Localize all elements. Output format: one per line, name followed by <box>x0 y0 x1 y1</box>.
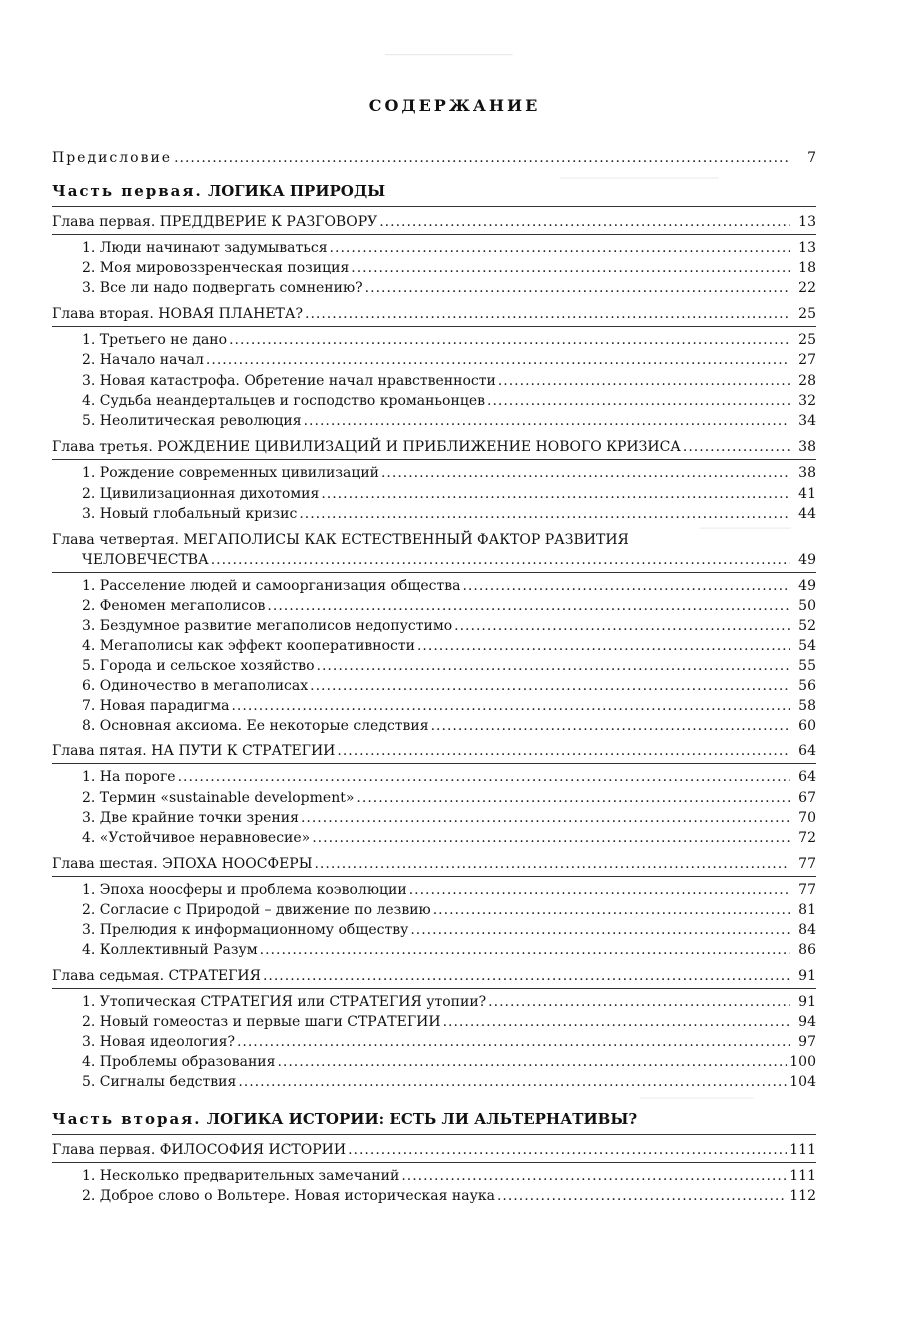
part-heading <box>52 180 385 202</box>
leader-dots <box>305 304 790 324</box>
toc-entry-label: 2. Начало начал <box>82 352 204 368</box>
leader-dots <box>229 330 790 350</box>
leader-dots <box>351 258 790 278</box>
toc-entry-label: 2. Согласие с Природой – движение по лезвию <box>82 902 431 918</box>
leader-dots <box>231 696 790 716</box>
leader-dots <box>683 437 790 457</box>
leader-dots <box>488 992 790 1012</box>
leader-dots <box>454 616 790 636</box>
toc-page-number: 25 <box>798 332 816 348</box>
toc-entry-label: Глава четвертая. МЕГАПОЛИСЫ КАК ЕСТЕСТВЕННЫЙ ФАКТОР РАЗВИТИЯ <box>52 532 629 548</box>
leader-dots <box>409 880 790 900</box>
toc-section[interactable] <box>82 463 816 483</box>
toc-page-number: 28 <box>798 373 816 389</box>
part-prefix: Часть вторая. <box>52 1110 202 1128</box>
reverse-page-bleed: ────────── ────────────── ──────── ────────── <box>385 44 791 1107</box>
toc-section[interactable] <box>82 1166 816 1186</box>
toc-section[interactable] <box>82 238 816 258</box>
leader-dots <box>433 900 790 920</box>
toc-page-number: 77 <box>798 882 816 898</box>
toc-section[interactable] <box>82 900 816 920</box>
leader-dots <box>238 1072 787 1092</box>
leader-dots <box>487 391 790 411</box>
toc-page-number: 77 <box>798 856 816 872</box>
toc-page-number: 41 <box>798 486 816 502</box>
leader-dots <box>263 966 790 986</box>
toc-entry-label: Глава первая. ФИЛОСОФИЯ ИСТОРИИ <box>52 1142 347 1158</box>
toc-chapter[interactable] <box>52 1140 816 1160</box>
leader-dots <box>381 463 790 483</box>
toc-page-number: 25 <box>798 306 816 322</box>
divider <box>52 876 816 877</box>
divider <box>52 1134 816 1135</box>
toc-entry-label: 1. На пороге <box>82 769 176 785</box>
leader-dots <box>321 484 790 504</box>
toc-page-number: 72 <box>798 830 816 846</box>
toc-section[interactable] <box>82 636 816 656</box>
toc-section[interactable] <box>82 676 816 696</box>
toc-entry-label: 3. Прелюдия к информационному обществу <box>82 922 409 938</box>
leader-dots <box>462 576 790 596</box>
toc-page-number: 84 <box>798 922 816 938</box>
toc-entry-label: 2. Цивилизационная дихотомия <box>82 486 320 502</box>
part-name: ЛОГИКА ПРИРОДЫ <box>207 182 386 200</box>
toc-page-number: 91 <box>798 968 816 984</box>
toc-section[interactable] <box>82 278 816 298</box>
toc-entry-label: 2. Новый гомеостаз и первые шаги СТРАТЕГИИ <box>82 1014 441 1030</box>
toc-section[interactable] <box>82 596 816 616</box>
toc-page-number: 44 <box>798 506 816 522</box>
toc-page-number: 70 <box>798 810 816 826</box>
toc-page-number: 54 <box>798 638 816 654</box>
toc-chapter[interactable] <box>52 304 816 324</box>
page-title: СОДЕРЖАНИЕ <box>368 96 541 115</box>
toc-entry-label: 2. Доброе слово о Вольтере. Новая историческая наука <box>82 1188 495 1204</box>
toc-page-number: 91 <box>798 994 816 1010</box>
toc-entry-label: 8. Основная аксиома. Ее некоторые следствия <box>82 718 429 734</box>
leader-dots <box>417 636 790 656</box>
toc-chapter[interactable] <box>82 550 816 570</box>
toc-entry-label: 1. Люди начинают задумываться <box>82 240 328 256</box>
toc-entry-label: 1. Третьего не дано <box>82 332 228 348</box>
toc-entry-label: 4. Судьба неандертальцев и господство кроманьонцев <box>82 393 485 409</box>
toc-section[interactable] <box>82 880 816 900</box>
leader-dots <box>498 371 790 391</box>
toc-entry-label: 1. Утопическая СТРАТЕГИЯ или СТРАТЕГИЯ утопии? <box>82 994 487 1010</box>
toc-page-number: 64 <box>798 743 816 759</box>
toc-page-number: 97 <box>798 1034 816 1050</box>
toc-page-number: 7 <box>807 150 816 166</box>
toc-entry-label: Глава пятая. НА ПУТИ К СТРАТЕГИИ <box>52 743 336 759</box>
toc-entry-label: 1. Несколько предварительных замечаний <box>82 1168 400 1184</box>
toc-entry-label: Глава третья. РОЖДЕНИЕ ЦИВИЛИЗАЦИЙ И ПРИБЛИЖЕНИЕ НОВОГО КРИЗИСА <box>52 439 681 455</box>
toc-entry-label: 3. Две крайние точки зрения <box>82 810 299 826</box>
toc-page-number: 86 <box>798 942 816 958</box>
toc-section[interactable] <box>82 371 816 391</box>
toc-section[interactable] <box>82 330 816 350</box>
toc-section[interactable] <box>82 1032 816 1052</box>
toc-entry-label: 5. Сигналы бедствия <box>82 1074 237 1090</box>
leader-dots <box>379 212 790 232</box>
toc-entry-label: 5. Города и сельское хозяйство <box>82 658 315 674</box>
toc-page-number: 38 <box>798 465 816 481</box>
toc-chapter[interactable] <box>52 741 816 761</box>
leader-dots <box>337 741 790 761</box>
part-prefix: Часть первая. <box>52 182 203 200</box>
toc-entry-label: 2. Термин «sustainable development» <box>82 790 355 806</box>
leader-dots <box>431 716 790 736</box>
toc-entry-label: 4. «Устойчивое неравновесие» <box>82 830 311 846</box>
toc-page-number: 55 <box>798 658 816 674</box>
leader-dots <box>277 1052 787 1072</box>
toc-section[interactable] <box>82 696 816 716</box>
leader-dots <box>301 808 790 828</box>
toc-section[interactable] <box>82 940 816 960</box>
toc-section[interactable] <box>82 576 816 596</box>
leader-dots <box>348 1140 787 1160</box>
toc-page-number: 34 <box>798 413 816 429</box>
leader-dots <box>330 238 790 258</box>
toc-entry-label: ЧЕЛОВЕЧЕСТВА <box>82 552 209 568</box>
leader-dots <box>497 1186 787 1206</box>
toc-section[interactable] <box>82 1052 816 1072</box>
toc-section[interactable] <box>82 616 816 636</box>
toc-page-number: 67 <box>798 790 816 806</box>
part-heading <box>52 1108 637 1130</box>
toc-entry-label: Глава вторая. НОВАЯ ПЛАНЕТА? <box>52 306 303 322</box>
toc-page-number: 111 <box>789 1168 816 1184</box>
leader-dots <box>317 656 790 676</box>
divider <box>52 326 816 327</box>
toc-chapter[interactable] <box>52 966 816 986</box>
toc-entry-label: 6. Одиночество в мегаполисах <box>82 678 309 694</box>
toc-page-number: 58 <box>798 698 816 714</box>
toc-chapter-line-1[interactable] <box>52 530 629 550</box>
toc-entry-label: 3. Все ли надо подвергать сомнению? <box>82 280 363 296</box>
divider <box>52 206 816 207</box>
toc-page-number: 111 <box>789 1142 816 1158</box>
toc-entry-label: Предисловие <box>52 150 173 166</box>
leader-dots <box>178 767 790 787</box>
toc-chapter[interactable] <box>52 437 816 457</box>
toc-page-number: 52 <box>798 618 816 634</box>
toc-entry-preface[interactable] <box>52 148 816 168</box>
leader-dots <box>401 1166 787 1186</box>
toc-entry-label: 4. Мегаполисы как эффект кооперативности <box>82 638 415 654</box>
toc-entry-label: 4. Проблемы образования <box>82 1054 276 1070</box>
leader-dots <box>299 504 790 524</box>
toc-section[interactable] <box>82 992 816 1012</box>
toc-page-number: 13 <box>798 240 816 256</box>
toc-entry-label: 3. Бездумное развитие мегаполисов недопустимо <box>82 618 453 634</box>
toc-page-number: 50 <box>798 598 816 614</box>
leader-dots <box>410 920 790 940</box>
toc-page-number: 27 <box>798 352 816 368</box>
toc-entry-label: 2. Моя мировоззренческая позиция <box>82 260 350 276</box>
toc-page-number: 38 <box>798 439 816 455</box>
toc-section[interactable] <box>82 350 816 370</box>
leader-dots <box>314 854 790 874</box>
toc-chapter[interactable] <box>52 854 816 874</box>
toc-entry-label: 1. Рождение современных цивилизаций <box>82 465 379 481</box>
toc-entry-label: 7. Новая парадигма <box>82 698 230 714</box>
leader-dots <box>365 278 790 298</box>
toc-entry-label: Глава шестая. ЭПОХА НООСФЕРЫ <box>52 856 313 872</box>
toc-chapter[interactable] <box>52 212 816 232</box>
toc-entry-label: 1. Эпоха ноосферы и проблема коэволюции <box>82 882 407 898</box>
toc-page-number: 64 <box>798 769 816 785</box>
toc-page-number: 94 <box>798 1014 816 1030</box>
leader-dots <box>304 411 790 431</box>
toc-section[interactable] <box>82 484 816 504</box>
toc-page-number: 81 <box>798 902 816 918</box>
toc-page-number: 13 <box>798 214 816 230</box>
leader-dots <box>312 828 790 848</box>
toc-section[interactable] <box>82 788 816 808</box>
toc-page-number: 49 <box>798 578 816 594</box>
toc-entry-label: Глава первая. ПРЕДДВЕРИЕ К РАЗГОВОРУ <box>52 214 378 230</box>
toc-page-number: 18 <box>798 260 816 276</box>
toc-section[interactable] <box>82 828 816 848</box>
toc-section[interactable] <box>82 258 816 278</box>
toc-section[interactable] <box>82 1072 816 1092</box>
divider <box>52 763 816 764</box>
toc-section[interactable] <box>82 656 816 676</box>
toc-page-number: 49 <box>798 552 816 568</box>
divider <box>52 1162 816 1163</box>
toc-section[interactable] <box>82 411 816 431</box>
leader-dots <box>310 676 790 696</box>
toc-section[interactable] <box>82 1012 816 1032</box>
leader-dots <box>211 550 790 570</box>
divider <box>52 572 816 573</box>
divider <box>52 988 816 989</box>
toc-section[interactable] <box>82 504 816 524</box>
toc-section[interactable] <box>82 920 816 940</box>
toc-page-number: 56 <box>798 678 816 694</box>
toc-entry-label: 3. Новая идеология? <box>82 1034 235 1050</box>
part-name: ЛОГИКА ИСТОРИИ: ЕСТЬ ЛИ АЛЬТЕРНАТИВЫ? <box>206 1110 638 1128</box>
toc-page-number: 100 <box>789 1054 816 1070</box>
toc-page-number: 112 <box>789 1188 816 1204</box>
leader-dots <box>267 596 790 616</box>
toc-entry-label: 5. Неолитическая революция <box>82 413 302 429</box>
toc-entry-label: 3. Новая катастрофа. Обретение начал нравственности <box>82 373 496 389</box>
toc-entry-label: 1. Расселение людей и самоорганизация общества <box>82 578 461 594</box>
leader-dots <box>260 940 790 960</box>
toc-entry-label: 2. Феномен мегаполисов <box>82 598 266 614</box>
leader-dots <box>443 1012 790 1032</box>
leader-dots <box>237 1032 790 1052</box>
leader-dots <box>206 350 790 370</box>
toc-entry-label: 4. Коллективный Разум <box>82 942 258 958</box>
divider <box>52 459 816 460</box>
toc-page-number: 32 <box>798 393 816 409</box>
toc-section[interactable] <box>82 391 816 411</box>
toc-page-number: 60 <box>798 718 816 734</box>
toc-page-number: 22 <box>798 280 816 296</box>
leader-dots <box>356 788 790 808</box>
divider <box>52 234 816 235</box>
toc-section[interactable] <box>82 716 816 736</box>
toc-section[interactable] <box>82 808 816 828</box>
toc-section[interactable] <box>82 1186 816 1206</box>
toc-page-number: 104 <box>789 1074 816 1090</box>
toc-section[interactable] <box>82 767 816 787</box>
leader-dots <box>174 148 790 168</box>
toc-entry-label: 3. Новый глобальный кризис <box>82 506 298 522</box>
toc-entry-label: Глава седьмая. СТРАТЕГИЯ <box>52 968 261 984</box>
